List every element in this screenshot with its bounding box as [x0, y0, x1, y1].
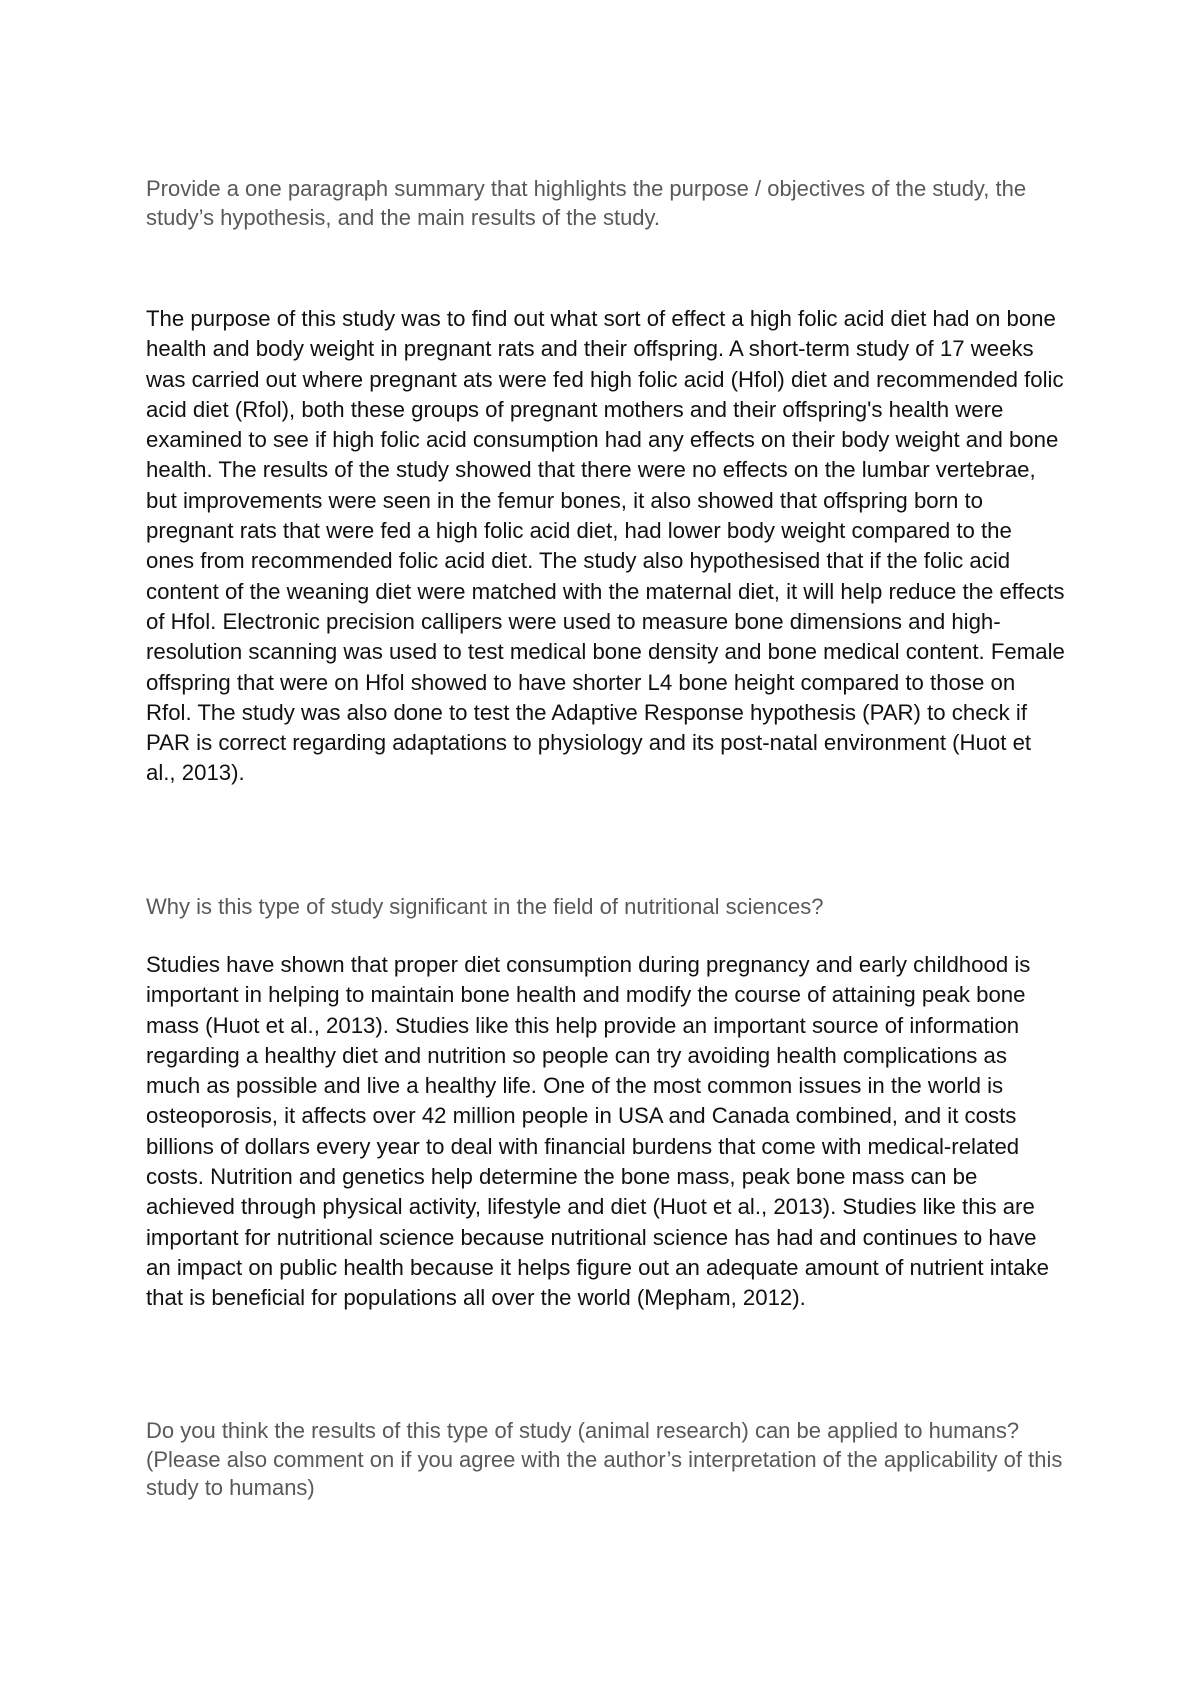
- answer-1: The purpose of this study was to find out what sort of effect a high folic acid diet had on bone health and body weight in pregnant rats and their offspring. A short-term study of 17 weeks was carried out where pregnant ats were fed high folic acid (Hfol) diet and recommended folic acid diet (Rfol), both these groups of pregnant mothers and their offspring's health were examined to see if high folic acid consumption had any effects on their body weight and bone health. The results of the study showed that there were no effects on the lumbar vertebrae, but improvements were seen in the femur bones, it also showed that offspring born to pregnant rats that were fed a high folic acid diet, had lower body weight compared to the ones from recommended folic acid diet. The study also hypothesised that if the folic acid content of the weaning diet were matched with the maternal diet, it will help reduce the effects of Hfol. Electronic precision callipers were used to measure bone dimensions and high-resolution scanning was used to test medical bone density and bone medical content. Female offspring that were on Hfol showed to have shorter L4 bone height compared to those on Rfol. The study was also done to test the Adaptive Response hypothesis (PAR) to check if PAR is correct regarding adaptations to physiology and its post-natal environment (Huot et al., 2013).: [146, 306, 1065, 786]
- question-2: Why is this type of study significant in the field of nutritional sciences?: [146, 894, 824, 919]
- answer-2: Studies have shown that proper diet consumption during pregnancy and early childhood is important in helping to maintain bone health and modify the course of attaining peak bone mass (Huot et al., 2013). Studies like this help provide an important source of information regarding a healthy diet and nutrition so people can try avoiding health complications as much as possible and live a healthy life. One of the most common issues in the world is osteoporosis, it affects over 42 million people in USA and Canada combined, and it costs billions of dollars every year to deal with financial burdens that come with medical-related costs. Nutrition and genetics help determine the bone mass, peak bone mass can be achieved through physical activity, lifestyle and diet (Huot et al., 2013). Studies like this are important for nutritional science because nutritional science has had and continues to have an impact on public health because it helps figure out an adequate amount of nutrient intake that is beneficial for populations all over the world (Mepham, 2012).: [146, 952, 1049, 1311]
- question-3: Do you think the results of this type of study (animal research) can be applied to humans? (Please also comment on if you agree with the author’s interpretation of the applicability of this study to humans): [146, 1418, 1063, 1500]
- question-1: Provide a one paragraph summary that highlights the purpose / objectives of the study, the study’s hypothesis, and the main results of the study.: [146, 176, 1027, 230]
